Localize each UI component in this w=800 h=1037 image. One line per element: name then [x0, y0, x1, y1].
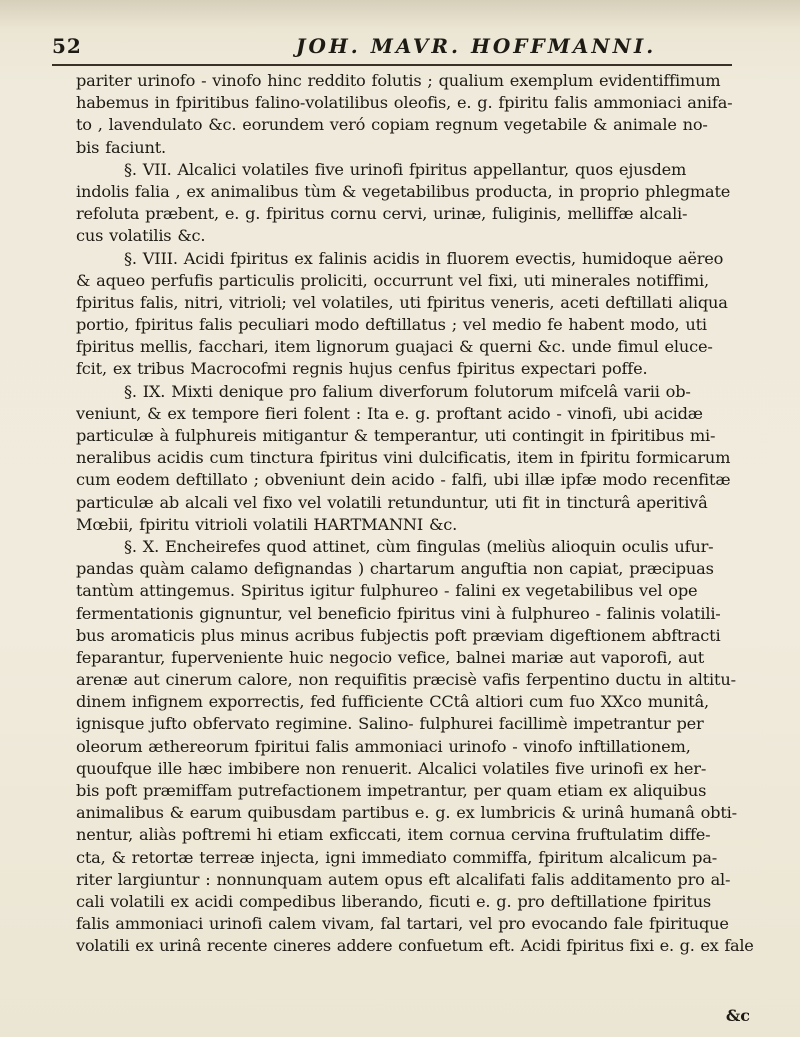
- header-rule: [52, 64, 732, 66]
- text-line: dinem infignem exporrectis, fed fufficiente CCtâ altiori cum fuo XXco munitâ,: [76, 692, 709, 712]
- text-line: fcit, ex tribus Macrocofmi regnis hujus cenfus fpiritus expectari poffe.: [76, 359, 648, 379]
- body-text: [76, 70, 756, 1025]
- text-line: tantùm attingemus. Spiritus igitur fulphureo - falini ex vegetabilibus vel ope: [76, 581, 698, 601]
- running-title: JOH. MAVR. HOFFMANNI.: [296, 34, 657, 58]
- text-line: particulæ à fulphureis mitigantur & temperantur, uti contingit in fpiritibus mi-: [76, 426, 716, 445]
- page-edge: [0, 0, 800, 30]
- text-line: bis poft præmiffam putrefactionem impetrantur, per quam etiam ex aliquibus: [76, 781, 707, 800]
- text-line: portio, fpiritus falis peculiari modo deftillatus ; vel medio fe habent modo, uti: [76, 315, 707, 335]
- text-line: animalibus & earum quibusdam partibus e. g. ex lumbricis & urinâ humanâ obti-: [76, 803, 737, 823]
- text-line: fpiritus falis, nitri, vitrioli; vel volatiles, uti fpiritus veneris, aceti deftillati aliqua: [76, 292, 728, 312]
- text-line: quoufque ille hæc imbibere non renuerit. Alcalici volatiles five urinofi ex her-: [76, 758, 707, 778]
- catchword: &c: [725, 1006, 750, 1025]
- page-number: 52: [52, 34, 82, 58]
- text-line: & aqueo perfufis particulis proliciti, occurrunt vel fixi, uti minerales notiffimi,: [76, 270, 709, 290]
- text-line: arenæ aut cinerum calore, non requifitis præcisè vafis ferpentino ductu in altitu-: [76, 670, 736, 690]
- text-line: cali volatili ex acidi compedibus liberando, ficuti e. g. pro deftillatione fpiritus: [76, 891, 712, 911]
- text-line: habemus in fpiritibus falino-volatilibus oleofis, e. g. fpiritu falis ammoniaci anifa-: [76, 93, 733, 113]
- text-line: ignisque jufto obfervato regimine. Salino- fulphurei facillimè impetrantur per: [76, 714, 704, 734]
- running-head: [52, 32, 752, 60]
- text-line: to , lavendulato &c. eorundem veró copiam regnum vegetabile & animale no-: [76, 115, 708, 135]
- text-line: cum eodem deftillato ; obveniunt dein acido - falfi, ubi illæ ipfæ modo recenfitæ: [76, 470, 731, 490]
- text-line: nentur, aliàs poftremi hi etiam exficcati, item cornua cervina fruftulatim diffe-: [76, 825, 711, 845]
- text-line: veniunt, & ex tempore fieri folent : Ita e. g. proftant acido - vinofi, ubi acidæ: [76, 403, 703, 423]
- text-line: feparantur, fuperveniente huic negocio vefice, balnei mariæ aut vaporofi, aut: [76, 647, 705, 667]
- text-line: indolis falia , ex animalibus tùm & vegetabilibus producta, in proprio phlegmate: [76, 181, 731, 201]
- text-line: volatili ex urinâ recente cineres addere confuetum eft. Acidi fpiritus fixi e. g. ex fale: [76, 936, 754, 956]
- text-line: particulæ ab alcali vel fixo vel volatili retunduntur, uti fit in tincturâ aperitivâ: [76, 492, 708, 512]
- text-line: fermentationis gignuntur, vel beneficio fpiritus vini à fulphureo - falinis volatili-: [76, 603, 721, 623]
- text-line: pariter urinofo - vinofo hinc reddito folutis ; qualium exemplum evidentiffimum: [76, 71, 721, 90]
- text-line: oleorum æthereorum fpiritui falis ammoniaci urinofo - vinofo inftillationem,: [76, 736, 691, 756]
- text-line: pandas quàm calamo defignandas ) chartarum anguftia non capiat, præcipuas: [76, 559, 714, 579]
- text-line: §. IX. Mixti denique pro falium diverforum folutorum mifcelâ varii ob-: [124, 381, 691, 401]
- text-line: §. VII. Alcalici volatiles five urinofi fpiritus appellantur, quos ejusdem: [124, 159, 687, 179]
- text-line: bis faciunt.: [76, 137, 166, 157]
- text-line: riter largiuntur : nonnunquam autem opus eft alcalifati falis additamento pro al-: [76, 869, 731, 889]
- text-line: §. X. Encheirefes quod attinet, cùm fingulas (meliùs alioquin oculis ufur-: [124, 536, 714, 556]
- text-line: falis ammoniaci urinofi calem vivam, fal tartari, vel pro evocando fale fpirituque: [76, 914, 729, 934]
- text-line: Mœbii, fpiritu vitrioli volatili HARTMANNI &c.: [76, 514, 458, 534]
- text-line: fpiritus mellis, facchari, item lignorum guajaci & querni &c. unde fimul eluce-: [76, 337, 713, 357]
- text-line: bus aromaticis plus minus acribus fubjectis poft præviam digeftionem abftracti: [76, 625, 721, 645]
- text-line: refoluta præbent, e. g. fpiritus cornu cervi, urinæ, fuliginis, melliffæ alcali-: [76, 204, 688, 224]
- text-line: neralibus acidis cum tinctura fpiritus vini dulcificatis, item in fpiritu formicarum: [76, 448, 731, 468]
- text-line: cus volatilis &c.: [76, 226, 206, 246]
- text-line: §. VIII. Acidi fpiritus ex falinis acidis in fluorem evectis, humidoque aëreo: [124, 248, 724, 268]
- text-line: cta, & retortæ terreæ injecta, igni immediato commiffa, fpiritum alcalicum pa-: [76, 847, 718, 867]
